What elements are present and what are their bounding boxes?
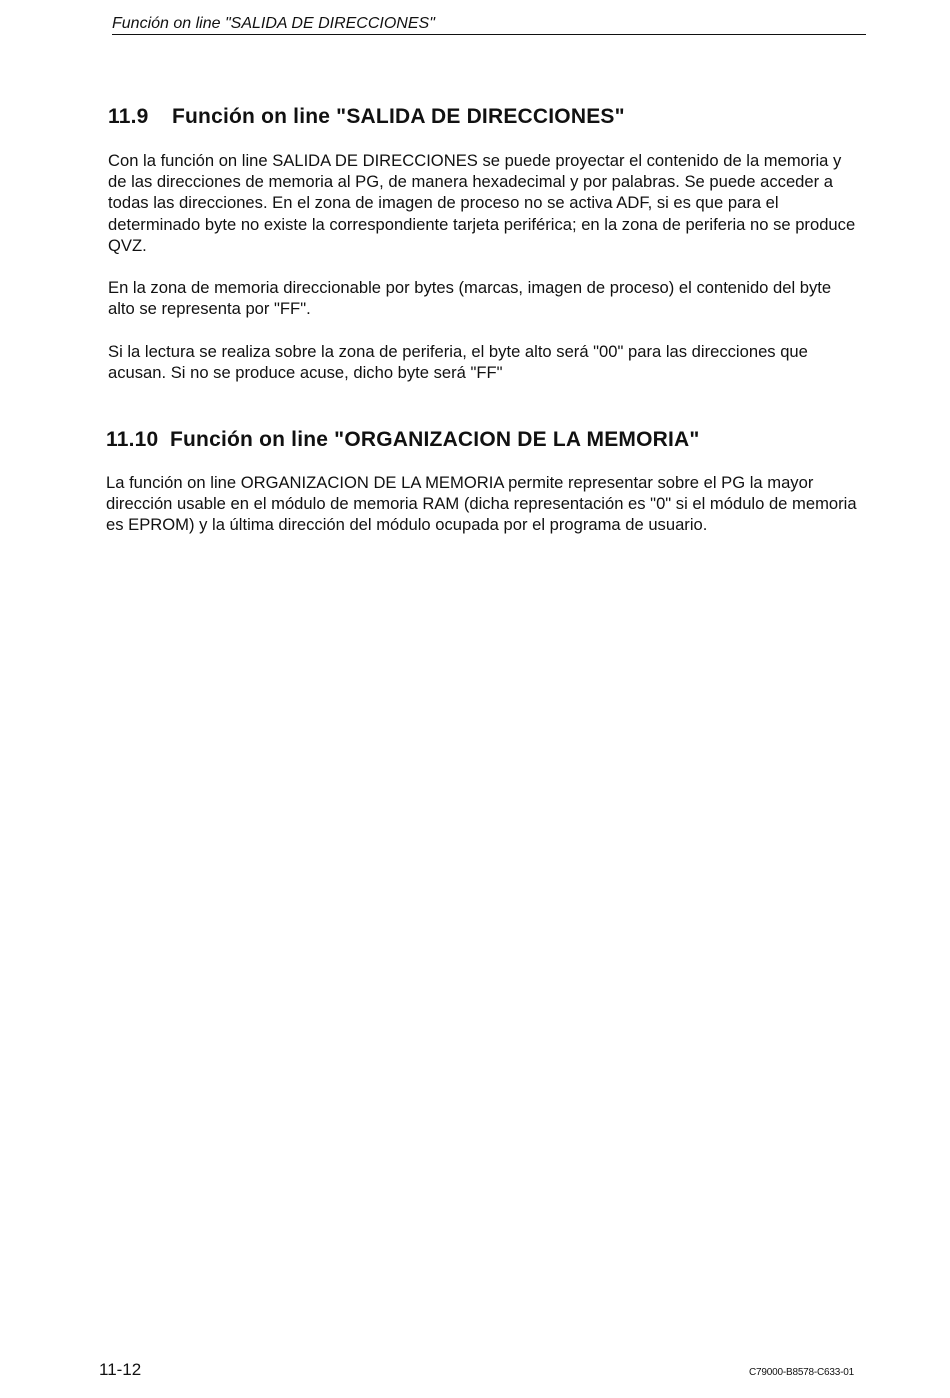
running-header xyxy=(112,14,866,35)
section-heading-11-9 xyxy=(108,104,625,130)
section-number: 11.9 xyxy=(108,105,149,128)
section-title: Función on line "ORGANIZACION DE LA MEMORIA" xyxy=(170,428,700,451)
paragraph: En la zona de memoria direccionable por bytes (marcas, imagen de proceso) el contenido del byte alto se representa por "FF". xyxy=(108,278,832,319)
section-number: 11.10 xyxy=(106,428,159,451)
page-number: 11-12 xyxy=(99,1360,142,1379)
running-header-title: Función on line "SALIDA DE DIRECCIONES" xyxy=(112,15,435,32)
paragraph: La función on line ORGANIZACION DE LA MEMORIA permite representar sobre el PG la mayor dirección usable en el módulo de memoria RAM (dicha representación es "0" si el módulo de memoria es EPROM) y la última dirección del módulo ocupada por el programa de usuario. xyxy=(106,473,857,535)
paragraph: Si la lectura se realiza sobre la zona de periferia, el byte alto será "00" para las direcciones que acusan. Si no se produce acuse, dicho byte será "FF" xyxy=(108,342,808,383)
section-heading-11-10 xyxy=(106,427,700,453)
document-code: C79000-B8578-C633-01 xyxy=(749,1367,854,1378)
paragraph: Con la función on line SALIDA DE DIRECCIONES se puede proyectar el contenido de la memoria y de las direcciones de memoria al PG, de manera hexadecimal y por palabras. Se puede acceder a todas las direcciones. En el zona de imagen de proceso no se activa ADF, si es que para el determinado byte no existe la correspondiente tarjeta periférica; en la zona de periferia no se produce QVZ. xyxy=(108,151,856,255)
section-title: Función on line "SALIDA DE DIRECCIONES" xyxy=(172,105,625,128)
